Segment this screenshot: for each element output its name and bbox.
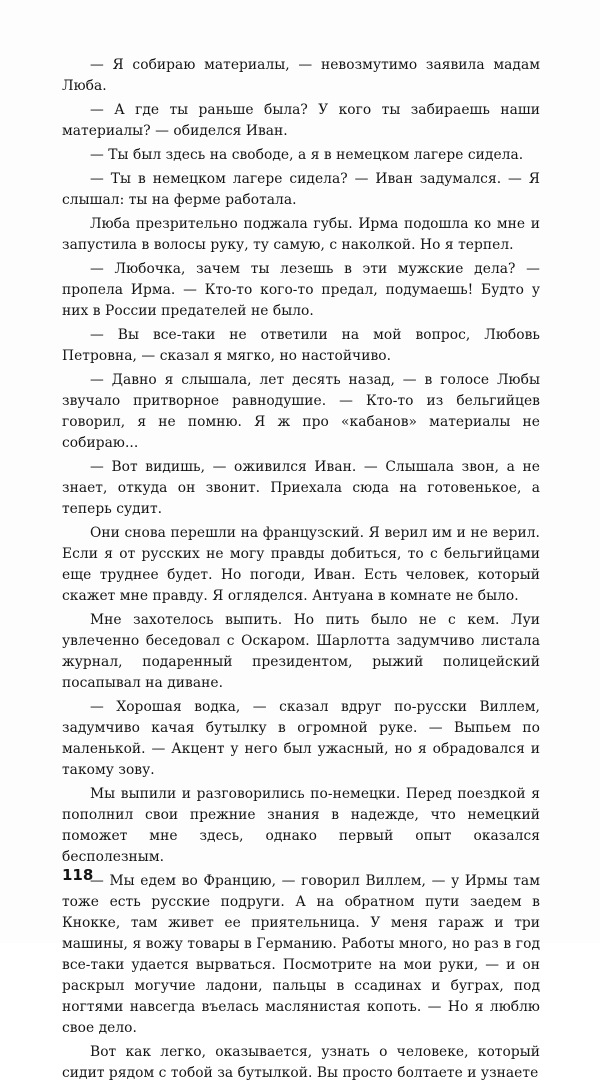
paragraph: Они снова перешли на французский. Я верил им и не верил. Если я от русских не могу правды добиться, то с бельгийцами еще труднее будет. Но погоди, Иван. Есть человек, который скажет мне правду. Я огляделся. Антуана в комнате не было. [62,525,540,604]
paragraph: — Вот видишь, — оживился Иван. — Слышала звон, а не знает, откуда он звонит. Приехала сюда на готовенькое, а теперь судит. [62,459,540,517]
page-number: 118 [62,866,94,884]
paragraph: — Любочка, зачем ты лезешь в эти мужские дела? — пропела Ирма. — Кто-то кого-то предал, подумаешь! Будто у них в России предателей не было. [62,261,540,319]
paragraph: — А где ты раньше была? У кого ты забираешь наши материалы? — обиделся Иван. [62,102,540,139]
paragraph: — Хорошая водка, — сказал вдруг по-русски Виллем, задумчиво качая бутылку в огромной руке. — Выпьем по маленькой. — Акцент у него был ужасный, но я обрадовался и такому зову. [62,699,540,778]
paragraph: Мне захотелось выпить. Но пить было не с кем. Луи увлеченно беседовал с Оскаром. Шарлотта задумчиво листала журнал, подаренный президентом, рыжий полицейский посапывал на диване. [62,612,540,691]
paragraph: — Я собираю материалы, — невозмутимо заявила мадам Люба. [62,57,540,94]
paragraph: Мы выпили и разговорились по-немецки. Перед поездкой я пополнил свои прежние знания в надежде, что немецкий поможет мне здесь, однако первый опыт оказался бесполезным. [62,786,540,865]
paragraph: Вот как легко, оказывается, узнать о человеке, который сидит рядом с тобой за бутылкой. Вы просто болтаете и узнаете [62,1044,540,1081]
paragraph: — Ты был здесь на свободе, а я в немецком лагере сидела. [90,147,524,163]
paragraph: Люба презрительно поджала губы. Ирма подошла ко мне и запустила в волосы руку, ту самую, с наколкой. Но я терпел. [62,216,540,253]
paragraph: — Ты в немецком лагере сидела? — Иван задумался. — Я слышал: ты на ферме работала. [62,171,540,208]
page-text [62,55,540,1087]
paragraph: — Давно я слышала, лет десять назад, — в голосе Любы звучало притворное равнодушие. — Кто-то из бельгийцев говорил, я не помню. Я ж про «кабанов» материалы не собираю... [62,372,540,451]
paragraph: — Вы все-таки не ответили на мой вопрос, Любовь Петровна, — сказал я мягко, но настойчиво. [62,327,540,364]
paragraph: — Мы едем во Францию, — говорил Виллем, — у Ирмы там тоже есть русские подруги. А на обратном пути заедем в Кнокке, там живет ее приятельница. У меня гараж и три машины, я вожу товары в Германию. Работы много, но раз в год все-таки удается вырваться. Посмотрите на мои руки, — и он раскрыл могучие ладони, пальцы в ссадинах и буграх, под ногтями навсегда въелась маслянистая копоть. — Но я люблю свое дело. [62,873,540,1036]
